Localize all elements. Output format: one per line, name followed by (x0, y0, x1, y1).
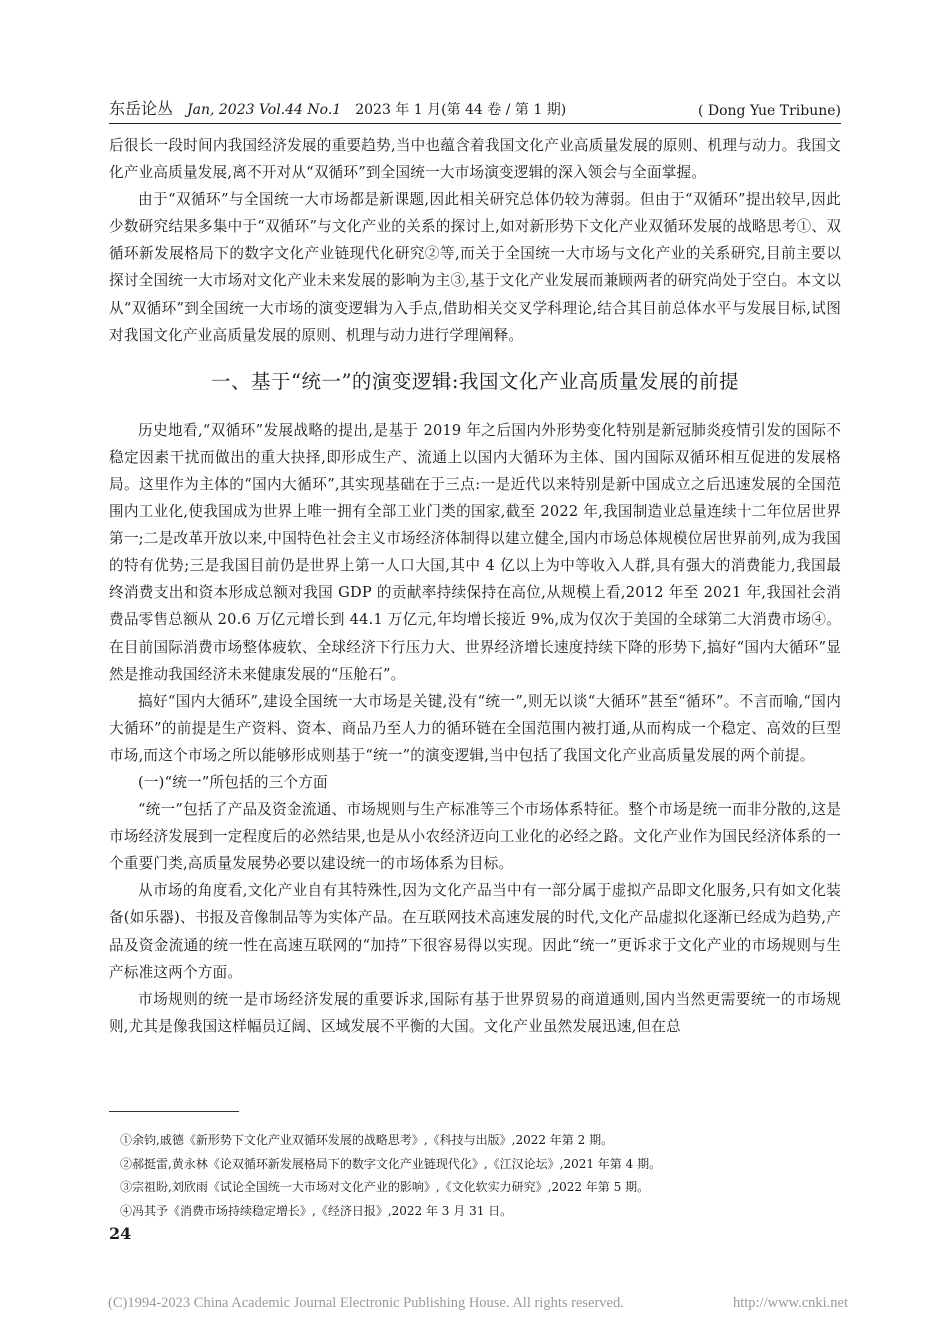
paragraph-6: 从市场的角度看,文化产业自有其特殊性,因为文化产品当中有一部分属于虚拟产品即文化服务,只有如文化装备(如乐器)、书报及音像制品等为实体产品。在互联网技术高速发展的时代,文化产品虚拟化逐渐已经成为趋势,产品及资金流通的统一性在高速互联网的“加持”下很容易得以实现。因此“统一”更诉求于文化产业的市场规则与生产标准这两个方面。 (109, 882, 841, 981)
section-title: 一、基于“统一”的演变逻辑:我国文化产业高质量发展的前提 (210, 369, 739, 393)
paragraph-5: “统一”包括了产品及资金流通、市场规则与生产标准等三个市场体系特征。整个市场是统一而非分散的,这是市场经济发展到一定程度后的必然结果,也是从小农经济迈向工业化的必经之路。文化产业作为国民经济体系的一个重要门类,高质量发展势必要以建设统一的市场体系为目标。 (109, 801, 841, 873)
header-left (109, 96, 566, 119)
subheading: (一)“统一”所包括的三个方面 (138, 773, 328, 791)
footnote-1: ①余钧,戚德《新形势下文化产业双循环发展的战略思考》,《科技与出版》,2022 年第 2 期。 (120, 1133, 614, 1147)
article-body (109, 132, 841, 1040)
paragraph-2: 由于“双循环”与全国统一大市场都是新课题,因此相关研究总体仍较为薄弱。但由于“双循环”提出较早,因此少数研究结果多集中于“双循环”与文化产业的关系的探讨上,如对新形势下文化产业双循环发展的战略思考①、双循环新发展格局下的数字文化产业链现代化研究②等,而关于全国统一大市场与文化产业的关系研究,目前主要以探讨全国统一大市场对文化产业未来发展的影响为主③,基于文化产业发展而兼顾两者的研究尚处于空白。本文以从“双循环”到全国统一大市场的演变逻辑为入手点,借助相关交叉学科理论,结合其目前总体水平与发展目标,试图对我国文化产业高质量发展的原则、机理与动力进行学理阐释。 (109, 191, 841, 344)
paragraph-1: 后很长一段时间内我国经济发展的重要趋势,当中也蕴含着我国文化产业高质量发展的原则、机理与动力。我国文化产业高质量发展,离不开对从“双循环”到全国统一大市场演变逻辑的深入领会与全面掌握。 (109, 137, 841, 182)
journal-name: 东岳论丛 (109, 99, 174, 118)
cnki-link[interactable]: http://www.cnki.net (732, 1295, 848, 1311)
page-number: 24 (109, 1224, 132, 1243)
footnote-2: ②郝挺雷,黄永林《论双循环新发展格局下的数字文化产业链现代化》,《江汉论坛》,2021 年第 4 期。 (120, 1156, 662, 1171)
footnote-4: ④冯其予《消费市场持续稳定增长》,《经济日报》,2022 年 3 月 31 日。 (120, 1203, 513, 1218)
volume-english: Jan, 2023 Vol.44 No.1 (187, 102, 342, 118)
volume-chinese: 2023 年 1 月(第 44 卷 / 第 1 期) (355, 102, 567, 118)
paragraph-4: 搞好“国内大循环”,建设全国统一大市场是关键,没有“统一”,则无以谈“大循环”甚至“循环”。不言而喻,“国内大循环”的前提是生产资料、资本、商品乃至人力的循环链在全国范围内被打通,从而构成一个稳定、高效的巨型市场,而这个市场之所以能够形成则基于“统一”的演变逻辑,当中包括了我国文化产业高质量发展的两个前提。 (109, 692, 841, 764)
tribune-name: ( Dong Yue Tribune) (697, 103, 841, 119)
footnote-rule (109, 1111, 239, 1112)
paragraph-7: 市场规则的统一是市场经济发展的重要诉求,国际有基于世界贸易的商道通则,国内当然更需要统一的市场规则,尤其是像我国这样幅员辽阔、区域发展不平衡的大国。文化产业虽然发展迅速,但在总 (109, 990, 841, 1035)
paragraph-3: 历史地看,“双循环”发展战略的提出,是基于 2019 年之后国内外形势变化特别是新冠肺炎疫情引发的国际不稳定因素干扰而做出的重大抉择,即形成生产、流通上以国内大循环为主体、国内国际双循环相互促进的发展格局。这里作为主体的“国内大循环”,其实现基础在于三点:一是近代以来特别是新中国成立之后迅速发展的全国范围内工业化,使我国成为世界上唯一拥有全部工业门类的国家,截至 2022 年,我国制造业总量连续十二年位居世界第一;二是改革开放以来,中国特色社会主义市场经济体制得以建立健全,国内市场总体规模位居世界前列,成为我国的特有优势;三是我国目前仍是世界上第一人口大国,其中 4 亿以上为中等收入人群,具有强大的消费能力,我国最终消费支出和资本形成总额对我国 GDP 的贡献率持续保持在高位,从规模上看,2012 年至 2021 年,我国社会消费品零售总额从 20.6 万亿元增长到 44.1 万亿元,年均增长接近 9%,成为仅次于美国的全球第二大消费市场④。在目前国际消费市场整体疲软、全球经济下行压力大、世界经济增长速度持续下降的形势下,搞好“国内大循环”显然是推动我国经济未来健康发展的“压舱石”。 (109, 421, 841, 683)
copyright-watermark (108, 1295, 848, 1312)
footnote-3: ③宗祖盼,刘欣雨《试论全国统一大市场对文化产业的影响》,《文化软实力研究》,2022 年第 5 期。 (120, 1180, 650, 1194)
copyright-notice: (C)1994-2023 China Academic Journal Electronic Publishing House. All rights reserved. (108, 1295, 624, 1311)
footnotes (120, 1129, 840, 1223)
running-header (109, 96, 841, 124)
